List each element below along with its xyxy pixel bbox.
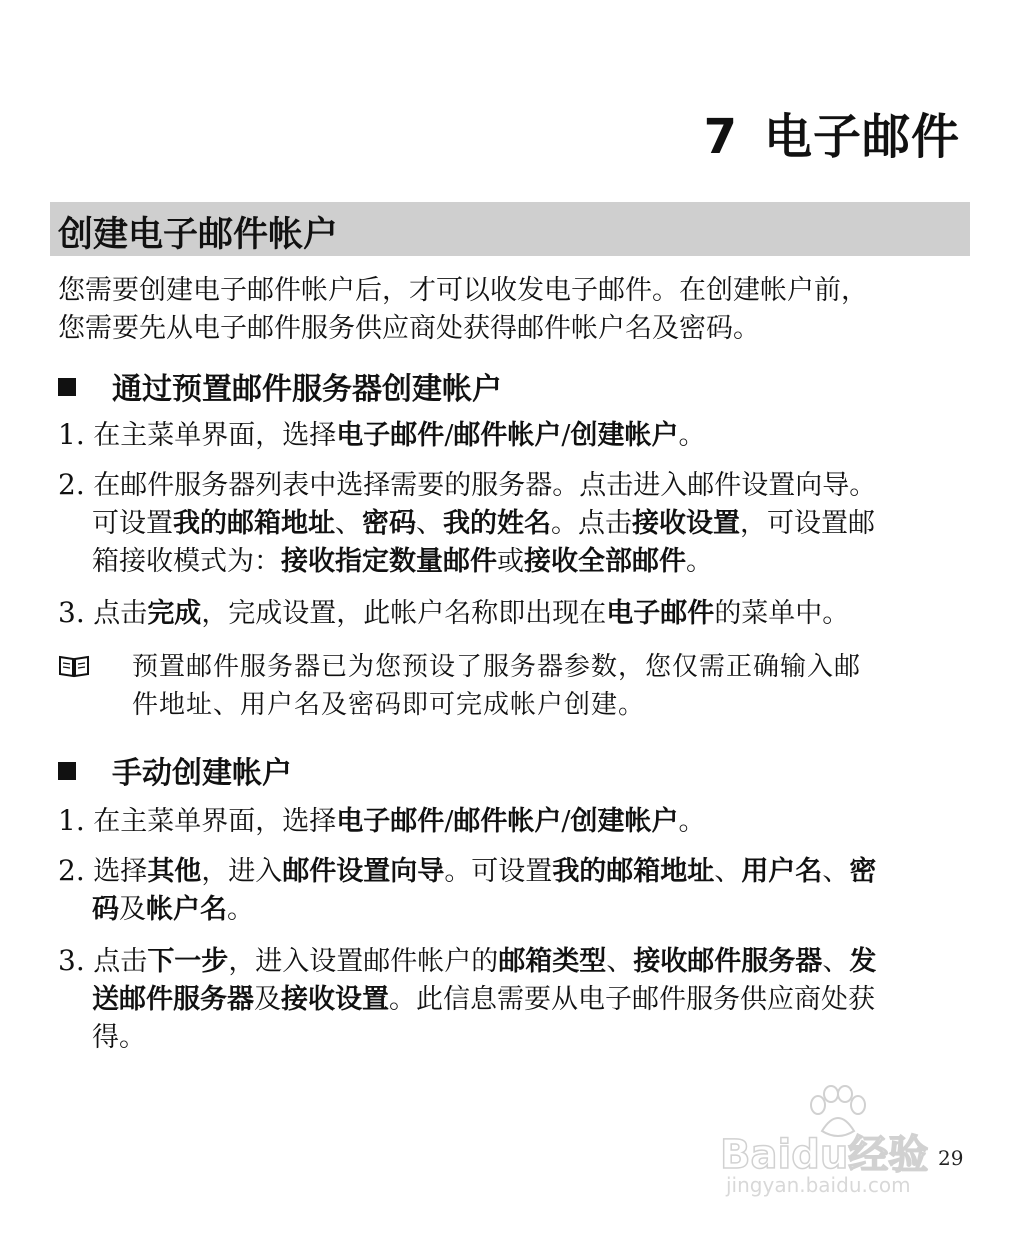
step-line	[58, 416, 963, 455]
step-number: 2.	[58, 468, 85, 501]
bold-term: 创建帐户	[570, 806, 679, 837]
bold-term: 帐户名	[146, 894, 227, 925]
open-book-icon	[58, 654, 90, 678]
preset-step-2	[58, 466, 963, 581]
intro-line: 您需要创建电子邮件帐户后，才可以收发电子邮件。在创建帐户前，	[58, 275, 868, 306]
step-text: 。此信息需要从电子邮件服务供应商处获	[389, 984, 875, 1015]
bold-term: 接收邮件服务器	[633, 946, 823, 977]
step-text: 、	[416, 508, 443, 539]
step-text: ，完成设置，此帐户名称即出现在	[201, 598, 607, 629]
note-block	[58, 648, 963, 724]
chapter-number: 7	[703, 109, 738, 165]
step-number: 1.	[58, 418, 85, 451]
bold-term: 邮件帐户	[453, 806, 562, 837]
step-number: 3.	[58, 944, 85, 977]
step-text: 、	[714, 856, 742, 887]
bold-term: 用户名	[741, 856, 823, 887]
bold-term: 完成	[147, 598, 202, 629]
step-text: 在邮件服务器列表中选择需要的服务器。点击进入邮件设置向导。	[84, 470, 877, 501]
preset-step-1	[58, 416, 963, 455]
step-line	[58, 543, 963, 581]
subheading-manual	[58, 748, 292, 792]
step-line	[58, 466, 963, 505]
bold-term: 邮箱类型	[498, 946, 607, 977]
step-text: 。点击	[551, 508, 632, 539]
step-text: 。	[678, 806, 706, 837]
bold-term: 电子邮件	[336, 806, 445, 837]
step-number: 2.	[58, 854, 85, 887]
step-text: 在主菜单界面，选择	[84, 420, 337, 451]
intro-paragraph	[58, 272, 963, 348]
subheading-preset	[58, 364, 502, 408]
step-line	[58, 891, 963, 929]
preset-step-3	[58, 594, 963, 633]
baidu-watermark	[720, 1085, 970, 1200]
note-line: 预置邮件服务器已为您预设了服务器参数，您仅需正确输入邮	[132, 652, 862, 682]
step-text: ，可设置邮	[740, 508, 875, 539]
step-number: 1.	[58, 804, 85, 837]
bold-term: 送邮件服务器	[92, 984, 254, 1015]
step-text: 可设置	[92, 508, 173, 539]
step-text: 。可设置	[444, 856, 553, 887]
bold-term: 密码	[362, 508, 416, 539]
bold-term: 发	[849, 946, 877, 977]
watermark-brand: Baidu经验	[720, 1132, 929, 1178]
step-text: 的菜单中。	[714, 598, 850, 629]
step-text: 。	[227, 894, 254, 925]
step-number: 3.	[58, 596, 85, 629]
watermark-url: jingyan.baidu.com	[726, 1173, 911, 1197]
step-text: 。	[678, 420, 706, 451]
step-text: 、	[822, 946, 850, 977]
step-line	[58, 505, 963, 543]
bold-term: 下一步	[147, 946, 229, 977]
bold-term: 创建帐户	[570, 420, 679, 451]
bold-term: 邮件设置向导	[282, 856, 445, 887]
step-line	[58, 981, 963, 1019]
step-text: ，进入设置邮件帐户的	[228, 946, 499, 977]
step-text: 得。	[92, 1022, 146, 1053]
manual-step-3	[58, 942, 963, 1057]
step-text: 选择	[84, 856, 148, 887]
subheading-text: 通过预置邮件服务器创建帐户	[112, 372, 502, 407]
bold-term: 邮件帐户	[453, 420, 562, 451]
bold-term: 我的姓名	[443, 508, 551, 539]
bold-term: 码	[92, 894, 119, 925]
step-text: ，进入	[201, 856, 283, 887]
step-text: /	[444, 420, 454, 451]
manual-step-1	[58, 802, 963, 841]
step-text: 、	[335, 508, 362, 539]
bold-term: 电子邮件	[606, 598, 715, 629]
step-text: 或	[497, 546, 524, 577]
step-line	[58, 802, 963, 841]
step-text: /	[561, 420, 571, 451]
bold-term: 接收指定数量邮件	[281, 546, 497, 577]
bold-term: 接收全部邮件	[524, 546, 686, 577]
bullet-square-icon	[58, 378, 76, 396]
section-header-bar	[50, 202, 970, 256]
page-number: 29	[938, 1146, 964, 1170]
bold-term: 密	[849, 856, 877, 887]
step-text: /	[561, 806, 571, 837]
chapter-name: 电子邮件	[763, 109, 960, 165]
step-line	[58, 1019, 963, 1057]
subheading-text: 手动创建帐户	[112, 756, 292, 791]
step-text: 点击	[84, 946, 148, 977]
step-line	[58, 594, 963, 633]
step-text: 。	[686, 546, 713, 577]
step-text: 及	[254, 984, 281, 1015]
step-text: 点击	[84, 598, 148, 629]
step-line	[58, 852, 963, 891]
bold-term: 我的邮箱地址	[552, 856, 715, 887]
section-title: 创建电子邮件帐户	[58, 215, 339, 255]
step-text: 、	[822, 856, 850, 887]
manual-step-2	[58, 852, 963, 929]
step-text: 在主菜单界面，选择	[84, 806, 337, 837]
bold-term: 我的邮箱地址	[173, 508, 335, 539]
step-text: 箱接收模式为：	[92, 546, 281, 577]
step-text: /	[444, 806, 454, 837]
chapter-title	[704, 98, 960, 167]
bullet-square-icon	[58, 762, 76, 780]
step-text: 、	[606, 946, 634, 977]
step-text: 及	[119, 894, 146, 925]
bold-term: 接收设置	[281, 984, 389, 1015]
bold-term: 电子邮件	[336, 420, 445, 451]
bold-term: 接收设置	[632, 508, 740, 539]
note-line: 件地址、用户名及密码即可完成帐户创建。	[132, 690, 646, 720]
step-line	[58, 942, 963, 981]
intro-line: 您需要先从电子邮件服务供应商处获得邮件帐户名及密码。	[58, 313, 760, 344]
bold-term: 其他	[147, 856, 202, 887]
